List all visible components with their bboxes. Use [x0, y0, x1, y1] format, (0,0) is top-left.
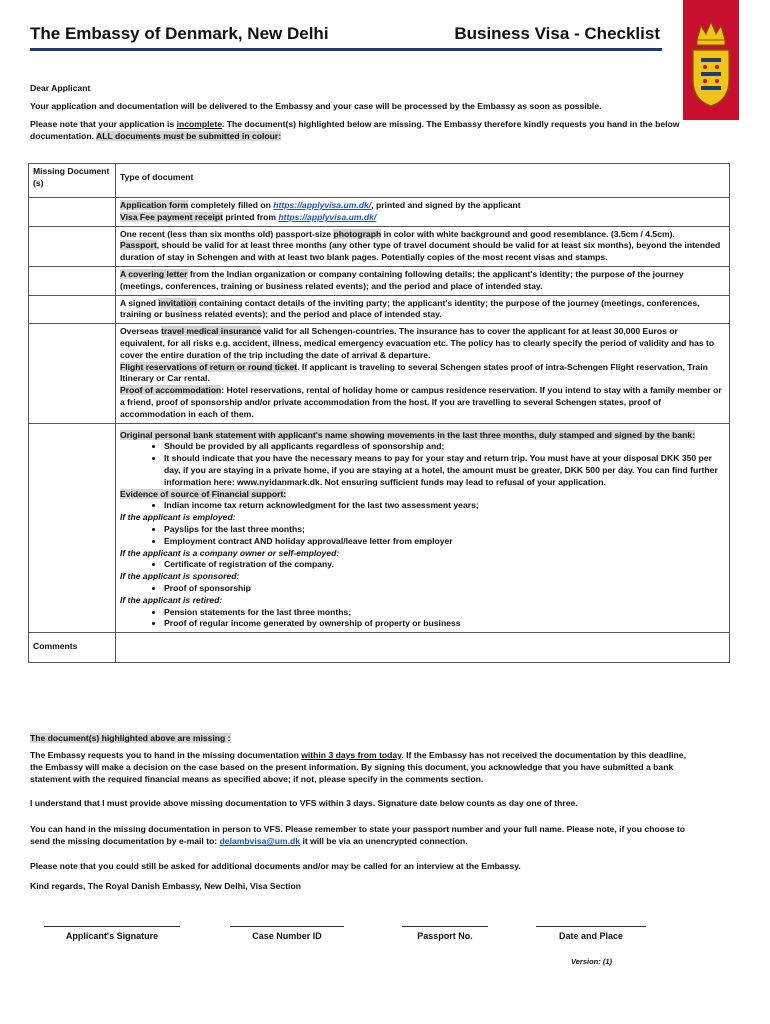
table-header-row [29, 164, 730, 198]
footer-paragraph-2: I understand that I must provide above missing documentation to VFS within 3 days. Signature date below counts as day one of three. [30, 798, 578, 808]
missing-checkbox-cell[interactable] [29, 423, 116, 633]
subheading: If the applicant is employed: [120, 512, 236, 523]
missing-column-header: Missing Document (s) [29, 164, 116, 198]
table-row [29, 266, 730, 295]
applyvisa-link[interactable]: https://applyvisa.um.dk/ [273, 200, 372, 210]
comments-row [29, 633, 730, 663]
email-link[interactable]: delambvisa@um.dk [219, 836, 301, 846]
missing-heading: The document(s) highlighted above are missing : [30, 733, 231, 743]
footer-paragraph-5: Kind regards, The Royal Danish Embassy, New Delhi, Visa Section [30, 881, 301, 891]
version-label: Version: (1) [571, 957, 612, 966]
missing-checkbox-cell[interactable] [29, 295, 116, 324]
checklist-table [28, 163, 730, 663]
list-item: • Proof of sponsorship [164, 583, 725, 595]
missing-checkbox-cell[interactable] [29, 226, 116, 266]
list-item: • Indian income tax return acknowledgment for the last two assessment years; [164, 500, 725, 512]
document-cell: A covering letter from the Indian organization or company containing following details; the applicant's identity; the purpose of the journey (meetings, conferences, training or business related events); and the period and place of intended stay. [116, 266, 730, 295]
greeting: Dear Applicant [30, 83, 91, 93]
document-cell: One recent (less than six months old) passport-size photograph in color with white background and good resemblance. (3.5cm / 4.5cm). Passport, should be valid for at least three months (any other type of travel document should be valid for at least six months), beyond the intended duration of stay in Schengen and with at least two blank pages. Potentially copies of the most recent visas and stamps. [116, 226, 730, 266]
subheading: If the applicant is a company owner or self-employed: [120, 547, 340, 558]
missing-checkbox-cell[interactable] [29, 266, 116, 295]
footer-paragraph-3: You can hand in the missing documentation in person to VFS. Please remember to state your passport number and your full name. Please note, if you choose to send the missing documentation by e-mail to: delambvisa@um.dk it will be via an unencrypted connection. [30, 824, 685, 846]
list-item: • It should indicate that you have the necessary means to pay for your stay and return trip. You must have at your disposal DKK 350 per day, if you are staying in a private home, if you are staying at a hotel, the amount must be greater, DKK 500 per day. You can find further information here: www.nyidanmark.dk. Not ensuring sufficient funds may lead to refusal of your application. [164, 453, 725, 488]
footer-paragraph-1: The Embassy requests you to hand in the missing documentation within 3 days from today. If the Embassy has not received the documentation by this deadline, the Embassy will make a decision on the case based on the present information. By signing this document, you acknowledge that you have submitted a bank statement with the required financial means as specified above; if not, please specify in the comments section. [30, 750, 686, 784]
case-number-label: Case Number ID [252, 931, 322, 941]
list-item: • Certificate of registration of the company. [164, 559, 725, 571]
document-cell: Original personal bank statement with applicant's name showing movements in the last three months, duly stamped and signed by the bank: • Should be provided by all applicants regardless of sponsorship and; • It should indicate that you have the necessary means to pay for your stay and return trip. You must have at your disposal DKK 350 per day, if you are staying in a private home, if you are staying at a hotel, the amount must be greater, DKK 500 per day. You can find further information here: www.nyidanmark.dk. Not ensuring sufficient funds may lead to refusal of your application. Evidence of source of Financial support: • Indian income tax return acknowledgment for the last two assessment years; If the applicant is employed: • Payslips for the last three months; • Employment contract AND holiday approval/leave letter from employer If the applicant is a company owner or self-employed: • Certificate of registration of the company. If the applicant is sponsored: • Proof of sponsorship If the applicant is retired: • Pension statements for the last three months; • Proof of regular income generated by ownership of property or business [116, 423, 730, 633]
page-header [30, 24, 660, 48]
passport-number-line[interactable] [402, 926, 488, 927]
applyvisa-link-2[interactable]: https://applyvisa.um.dk/ [278, 211, 377, 222]
missing-checkbox-cell[interactable] [29, 198, 116, 227]
table-row [29, 198, 730, 227]
embassy-title: The Embassy of Denmark, New Delhi [30, 24, 329, 43]
table-row [29, 295, 730, 324]
comments-field[interactable] [116, 633, 730, 663]
missing-checkbox-cell[interactable] [29, 324, 116, 423]
comments-label: Comments [29, 633, 116, 663]
applicant-signature-line[interactable] [44, 926, 180, 927]
passport-number-label: Passport No. [417, 931, 473, 941]
intro-line-1: Your application and documentation will be delivered to the Embassy and your case will be processed by the Embassy as soon as possible. [30, 101, 602, 111]
footer-paragraph-4: Please note that you could still be asked for additional documents and/or may be called for an interview at the Embassy. [30, 861, 521, 871]
header-rule [30, 48, 662, 51]
type-column-header: Type of document [116, 164, 730, 198]
list-item: • Employment contract AND holiday approval/leave letter from employer [164, 536, 725, 548]
table-row [29, 226, 730, 266]
document-cell: Overseas travel medical insurance valid for all Schengen-countries. The insurance has to cover the applicant for at least 30,000 Euros or equivalent, for all risks e.g. accident, illness, medical emergency evacuation etc. The policy has to clearly specify the period of validity and has to cover the entire duration of the trip including the date of arrival & departure. Flight reservations of return or round ticket. If applicant is traveling to several Schengen states proof of intra-Schengen Flight reservation, Train Itinerary or Car rental. Proof of accommodation: Hotel reservations, rental of holiday home or campus residence reservation. If you intend to stay with a family member or a friend, proof of sponsorship and/or private accommodation from the host. If you are travelling to several Schengen states, proof of accommodation in each of them. [116, 324, 730, 423]
intro-line-2: Please note that your application is incomplete. The document(s) highlighted below are missing. The Embassy therefore kindly requests you hand in the below documentation. ALL documents must be submitted in colour: [30, 119, 680, 141]
table-row [29, 423, 730, 633]
list-item: • Should be provided by all applicants regardless of sponsorship and; [164, 441, 725, 453]
applicant-signature-label: Applicant's Signature [65, 931, 159, 941]
danish-coat-of-arms [683, 0, 739, 120]
crown-shield-icon [689, 16, 733, 110]
list-item: • Pension statements for the last three months; [164, 607, 725, 619]
list-item: • Proof of regular income generated by ownership of property or business [164, 618, 725, 630]
document-cell: A signed invitation containing contact details of the inviting party; the applicant's identity; the purpose of the journey (meetings, conferences, training or business related events); and the period and place of intended stay. [116, 295, 730, 324]
list-item: • Payslips for the last three months; [164, 524, 725, 536]
case-number-line[interactable] [230, 926, 344, 927]
subheading: If the applicant is sponsored: [120, 571, 240, 582]
checklist-title: Business Visa - Checklist [454, 24, 660, 43]
document-cell: Application form completely filled on https://applyvisa.um.dk/, printed and signed by the applicant Visa Fee payment receipt printed from https://applyvisa.um.dk/ [116, 198, 730, 227]
subheading: If the applicant is retired: [120, 594, 223, 605]
date-place-line[interactable] [536, 926, 646, 927]
date-place-label: Date and Place [558, 931, 624, 941]
table-row [29, 324, 730, 423]
